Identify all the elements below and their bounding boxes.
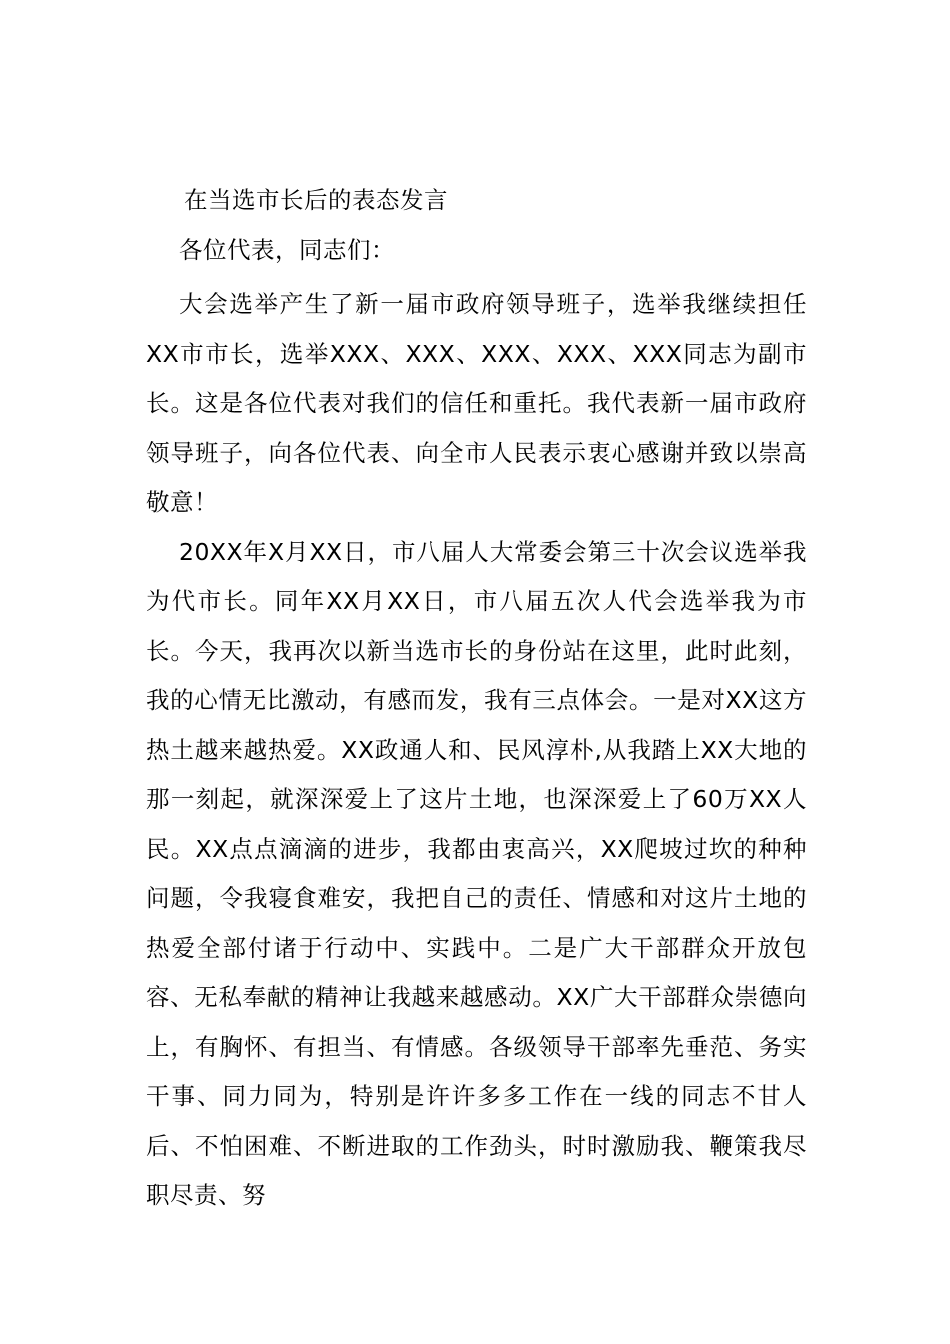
greeting-line: 各位代表，同志们：: [179, 236, 395, 264]
document-body: [146, 180, 807, 1221]
paragraph-2: 20XX年X月XX日，市八届人大常委会第三十次会议选举我为代市长。同年XX月XX日，市八届五次人代会选举我为市长。今天，我再次以新当选市长的身份站在这里，此时此刻，我的心情无比激动，有感而发，我有三点体会。一是对XX这方热土越来越热爱。XX政通人和、民风淳朴,从我踏上XX大地的那一刻起，就深深爱上了这片土地，也深深爱上了60万XX人民。XX点点滴滴的进步，我都由衷高兴，XX爬坡过坎的种种问题，令我寝食难安，我把自己的责任、情感和对这片土地的热爱全部付诸于行动中、实践中。二是广大干部群众开放包容、无私奉献的精神让我越来越感动。XX广大干部群众崇德向上，有胸怀、有担当、有情感。各级领导干部率先垂范、务实干事、同力同为，特别是许许多多工作在一线的同志不甘人后、不怕困难、不断进取的工作劲头，时时激励我、鞭策我尽职尽责、努: [146, 537, 807, 1209]
document-title: 在当选市长后的表态发言: [184, 186, 448, 214]
paragraph-1: 大会选举产生了新一届市政府领导班子，选举我继续担任XX市市长，选举XXX、XXX、XXX、XXX、XXX同志为副市长。这是各位代表对我们的信任和重托。我代表新一届市政府领导班子，向各位代表、向全市人民表示衷心感谢并致以崇高敬意！: [146, 290, 807, 516]
